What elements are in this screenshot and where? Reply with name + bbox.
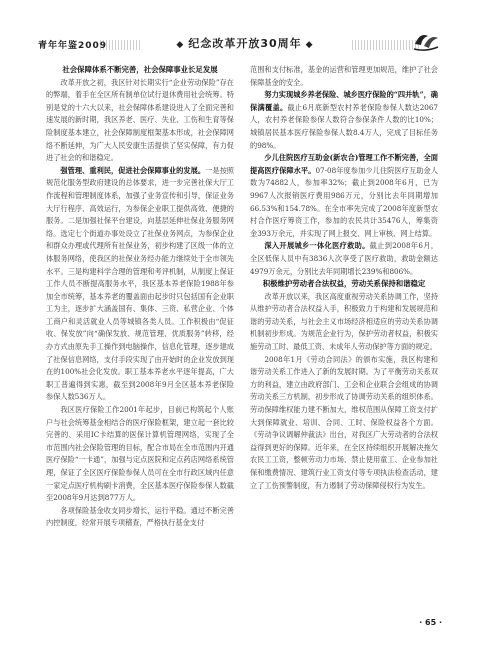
paragraph-lead: 少儿住院医疗互助金(新农合)管理工作不断完善，全面提高医疗保障水平。 <box>250 153 438 175</box>
paragraph <box>250 291 438 354</box>
paragraph-text: 改革开放之初，我区针对长期实行“企业劳动保险”存在的弊端，着手在全区所有制单位试行退休费用社会统筹。特别是党的十六大以来，社会保障体系建设进入了全面完善和速发展的新时期，我区养老、医疗、失业、工伤和生育等保险制度基本建立，社会保障制度框架基本形成，社会保障网络不断延伸，为广大人民安康生活提供了坚实保障，有力促进了社会的和谐稳定。 <box>46 77 234 163</box>
section-heading: 社会保障体系不断完善，社会保障事业长足发展 <box>62 65 218 74</box>
paragraph <box>250 64 438 89</box>
paragraph-lead: 努力实现城乡养老保险、城乡医疗保险的“四并轨”，确保满覆盖。 <box>250 90 438 112</box>
diamond-icon: ◆ <box>176 40 185 50</box>
paragraph <box>46 505 234 530</box>
paragraph-text: 07-08年度参加少儿住院医疗互助金人数为74882人，参加率32%；截止到2008年6月，已为9967人次报销医疗费用986万元，分别比去年同期增加66.53%和154.78%。在全市率先完成了2008年度新型农村合作医疗筹资工作，参加的农民共计35476人，筹集资金393万余元，并实现了网上报交、网上审核、网上结算。 <box>250 165 438 238</box>
paragraph-text: 截止6月底新型农村养老保险参保人数达2067人，农村养老保险参保人数符合参保条件人数的比10%；城镇居民基本医疗保险参保人数8.4万人，完成了目标任务的98%。 <box>250 102 438 150</box>
paragraph <box>250 89 438 152</box>
section-heading: 积极维护劳动者合法权益，劳动关系保持和谐稳定 <box>262 279 426 289</box>
paragraph <box>46 165 234 404</box>
diamond-icon: ◆ <box>305 40 314 50</box>
paragraph-text: 各项保险基金收支同步增长，运行平稳。通过不断完善内控制度，经常开展专项稽查，严格执行基金支付 <box>46 505 234 528</box>
paragraph-text: 范围和支付标准，基金的运营和管理更加规范，维护了社会保障基金的安全。 <box>250 65 438 87</box>
paragraph <box>250 152 438 240</box>
paragraph <box>46 77 234 165</box>
paragraph-lead: 深入开展城乡一体化医疗救助。 <box>264 241 370 251</box>
page-header <box>0 0 480 56</box>
paragraph-lead: 强管理、重利民，促进社会保障事业的发展。 <box>60 165 206 175</box>
left-column <box>46 64 234 530</box>
right-column <box>250 64 438 492</box>
header-title: 纪念改革开放30周年 <box>188 37 302 50</box>
paragraph-text: 我区医疗保险工作2001年起步，目前已构筑起个人账户与社会统筹基金相结合的医疗保险框架，建立起一套比较完善的、采用IC卡结算的医保计算机管理网络，实现了全市范围内社会保险管理的目标，配合市局在全市范围内开通医疗保险“一卡通”，加强与定点医院和定点药店网络系统管理，保证了全区医疗保险参保人员可在全市行政区域内任意一家定点医疗机构刷卡消费，全区基本医疗保险参保人数截至2008年9月达到877万人。 <box>46 405 234 503</box>
header-title-box <box>140 35 350 51</box>
paragraph-text: 截止到2008年6月，全区低保人员中有3836人次享受了医疗救助，救助金额达4979万余元，分别比去年同期增长239%和806%。 <box>250 241 438 276</box>
anniversary-logo-icon <box>412 28 440 52</box>
paragraph-text: 改革开放以来，我区高度重视劳动关系协调工作，坚持从维护劳动者合法权益入手，积极致力于构建和发展规范和谐的劳动关系，与社会主义市场经济相适应的劳动关系协调机制初步形成。为规范企业行为，保护劳动者权益，积极实施劳动工时、最低工资、未成年人劳动保护等方面的规定。 <box>250 291 438 352</box>
paragraph <box>46 404 234 505</box>
paragraph-text: 2008年1月《劳动合同法》的颁布实施，我区构建和谐劳动关系工作进入了新的发展时期。为了平衡劳动关系双方的利益，建立由政府部门、工会和企业联合会组成的协调劳动关系三方机制，初步形成了协调劳动关系的组织体系。劳动保障维权能力建不断加大，维权范围从保障工资支付扩大到保障就业、培训、合同、工时、保险权益各个方面。《劳动争议调解仲裁法》出台，对我区广大劳动者的合法权益得到更好的保障。近年来，在全区持续组织开展解决拖欠农民工工资，整顿劳动力市场、禁止使用童工、企业参加社保和缴费情况、建筑行业工资支付等专项执法检查活动，建立了工伤预警制度，有力遏制了劳动保障侵权行为发生。 <box>250 354 438 490</box>
page-number: · 65 · <box>419 618 442 627</box>
paragraph <box>250 354 438 493</box>
paragraph-text: 一是按照规范化服务型政府建设的总体要求，进一步完善社保大厅工作流程和管理制度体系，加强了业务宣传和引导，保证业务大厅行程序、高效运行，为参保企业职工提供高效、便捷的服务。二是加强社保平台建设，向基层延伸社保业务服务网络。选定七个街道办事处设立了社保业务网点，为参保企业和群众办理或代理所有社保业务，初步构建了区级一体的立体服务网络，使我区的社保业务经办能力继续处于全市领先水平。三是构建科学合理的管理和考评机制，从制度上保证工作人员不断提高服务水平，我区基本养老保险1988年参加全市统筹，基本养老的覆盖面由起步时只包括国有企业职工为主，逐步扩大涵盖国有、集体、三资、私营企业、个体工商户和灵活就业人员等城镇各类人员。工作积极由“促征收、保发放”向“确保发放、规范管理、优质服务”转移，经办方式由原先手工操作到电脑操作，信息化管理，逐步建成了社保信息网络，支付手段实现了由开始时的企业发放到现在的100%社会化发放。职工基本养老水平逐年提高，广大职工普遍得到实惠，截至到2008年9月全区基本养老保险参保人数536万人。 <box>46 165 234 402</box>
yearbook-label: 青年年鉴2009 <box>38 41 108 51</box>
paragraph <box>250 240 438 278</box>
